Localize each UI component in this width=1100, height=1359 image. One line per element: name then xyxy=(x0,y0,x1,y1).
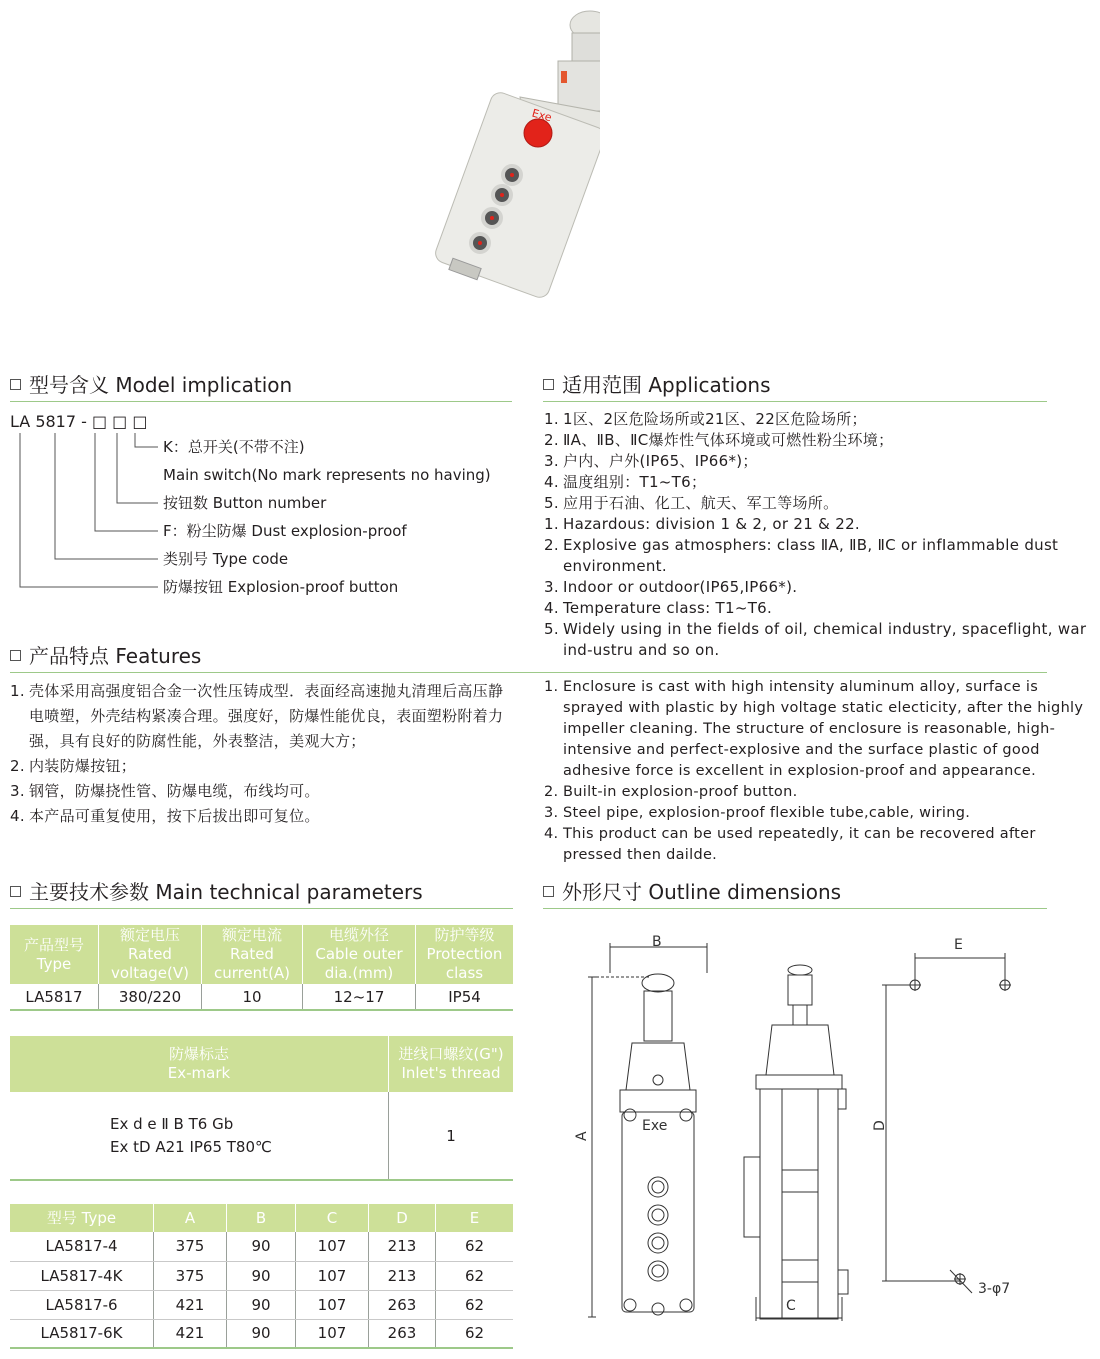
table-cell: 375 xyxy=(154,1232,227,1261)
table-cell: 90 xyxy=(227,1290,296,1319)
model-button-number: 按钮数 Button number xyxy=(163,494,327,512)
table-row xyxy=(10,1290,513,1319)
list-item: 4. 本产品可重复使用，按下后拔出即可复位。 xyxy=(10,807,320,825)
table-row xyxy=(10,1319,513,1348)
table-cell: 263 xyxy=(369,1290,436,1319)
table-cell: 90 xyxy=(227,1319,296,1348)
table-row xyxy=(10,984,513,1010)
square-bullet-icon xyxy=(543,379,554,390)
table-row xyxy=(10,1092,513,1180)
table-cell: 107 xyxy=(296,1261,369,1290)
table-cell: 263 xyxy=(369,1319,436,1348)
list-item: 3. 钢管，防爆挠性管、防爆电缆，布线均可。 xyxy=(10,782,320,800)
list-item: 3. Steel pipe, explosion-proof flexible tube,cable, wiring. xyxy=(544,805,971,821)
outline-drawing xyxy=(560,925,1080,1325)
table-row xyxy=(10,1232,513,1261)
table-cell: 107 xyxy=(296,1319,369,1348)
table-cell: LA5817-6K xyxy=(10,1319,154,1348)
table-cell: 12~17 xyxy=(303,984,416,1010)
header-exmark: 防爆标志 Ex-mark xyxy=(10,1036,389,1092)
table-header xyxy=(10,925,513,984)
table-cell: IP54 xyxy=(448,987,481,1006)
header-voltage: 额定电压 Rated voltage(V) xyxy=(99,925,202,984)
list-item: 1. 1区、2区危险场所或21区、22区危险场所； xyxy=(544,410,867,428)
list-item: 4. This product can be used repeatedly, it can be recovered after pressed then dailde. xyxy=(544,826,1036,863)
table-row xyxy=(10,1261,513,1290)
features-en-list xyxy=(544,677,1092,866)
model-k-cn: K：总开关(不带不注) xyxy=(163,438,305,456)
list-item: 1. Enclosure is cast with high intensity aluminum alloy, surface is sprayed with plastic by high voltage static electicity, after the highly impeller cleaning. The structure of enclosure is reasonable, high-intensive and perfect-explosive and the surface plastic of good adhesive force is excellent in explosion-proof and appearance. xyxy=(544,679,1084,779)
table-header xyxy=(10,1204,513,1232)
header-current: 额定电流 Rated current(A) xyxy=(202,925,303,984)
table-cell: 62 xyxy=(436,1290,514,1319)
list-item: 1. Hazardous: division 1 & 2, or 21 & 22. xyxy=(544,515,860,533)
list-item: 4. 温度组别：T1~T6； xyxy=(544,473,707,491)
table-cell: 421 xyxy=(154,1290,227,1319)
outline-title: 外形尺寸 Outline dimensions xyxy=(543,876,841,905)
applications-rule xyxy=(543,401,1047,402)
square-bullet-icon xyxy=(10,650,21,661)
header-a: A xyxy=(154,1204,227,1232)
table-cell: 375 xyxy=(154,1261,227,1290)
list-item: 2. Explosive gas atmosphers: class ⅡA, ⅡB, ⅡC or infIammable dust environment. xyxy=(544,536,1059,575)
table-cell: LA5817-6 xyxy=(10,1290,154,1319)
table-cell: LA5817-4K xyxy=(10,1261,154,1290)
model-explosion-button: 防爆按钮 Explosion-proof button xyxy=(163,578,399,596)
header-model: 型号 Type xyxy=(10,1204,154,1232)
header-e: E xyxy=(436,1204,514,1232)
dim-label-d: D xyxy=(872,1120,888,1131)
list-item: 2. Built-in explosion-proof button. xyxy=(544,784,798,800)
model-bracket-lines xyxy=(0,425,170,595)
model-title: 型号含义 Model implication xyxy=(10,369,292,398)
model-rule xyxy=(10,401,512,402)
product-label: Exe xyxy=(530,106,554,125)
params-title: 主要技术参数 Main technical parameters xyxy=(10,876,423,905)
features-rule xyxy=(10,672,1047,673)
table-cell: 62 xyxy=(436,1261,514,1290)
features-title: 产品特点 Features xyxy=(10,640,201,669)
params-table xyxy=(10,925,513,1011)
features-cn-list xyxy=(10,679,515,829)
exmark-cell: Ex d e Ⅱ B T6 Gb Ex tD A21 IP65 T80℃ xyxy=(10,1092,389,1180)
dim-label-exe: Exe xyxy=(642,1118,668,1134)
list-item: 2. ⅡA、ⅡB、ⅡC爆炸性气体环境或可燃性粉尘环境； xyxy=(544,431,894,449)
table-cell: 421 xyxy=(154,1319,227,1348)
table-cell: 62 xyxy=(436,1232,514,1261)
model-type-code: 类别号 Type code xyxy=(163,550,289,568)
outline-rule xyxy=(543,908,1047,909)
square-bullet-icon xyxy=(10,379,21,390)
model-code: LA 5817 - □ □ □ xyxy=(10,412,148,431)
list-item: 3. 户内、户外(IP65、IP66*)； xyxy=(544,452,758,470)
table-header xyxy=(10,1036,513,1092)
dim-label-c: C xyxy=(786,1298,796,1314)
list-item: 4. Temperature class: T1~T6. xyxy=(544,599,773,617)
list-item: 5. 应用于石油、化工、航天、军工等场所。 xyxy=(544,494,839,512)
dim-label-a: A xyxy=(574,1131,590,1141)
dim-label-holes: 3-φ7 xyxy=(978,1281,1011,1297)
product-illustration xyxy=(433,11,600,300)
table-cell: 90 xyxy=(227,1261,296,1290)
table-cell: 213 xyxy=(369,1232,436,1261)
table-cell: 90 xyxy=(227,1232,296,1261)
table-cell: 62 xyxy=(464,1324,485,1343)
table-cell: 380/220 xyxy=(99,984,202,1010)
applications-title: 适用范围 Applications xyxy=(543,369,771,398)
table-cell: 10 xyxy=(202,984,303,1010)
thread-cell: 1 xyxy=(446,1126,456,1145)
table-cell: 107 xyxy=(296,1290,369,1319)
header-c: C xyxy=(296,1204,369,1232)
header-b: B xyxy=(227,1204,296,1232)
product-photo xyxy=(430,5,600,305)
square-bullet-icon xyxy=(543,886,554,897)
exmark-table xyxy=(10,1036,513,1181)
table-cell: 213 xyxy=(369,1261,436,1290)
table-cell: LA5817 xyxy=(10,984,99,1010)
applications-list xyxy=(544,409,1094,661)
table-cell: 107 xyxy=(296,1232,369,1261)
header-type: 产品型号 Type xyxy=(10,925,99,984)
list-item: 5. Widely using in the fields of oil, chemical industry, spaceflight, war ind-ustru and so on. xyxy=(544,620,1087,659)
dim-label-b: B xyxy=(652,934,662,950)
header-protection: 防护等级 Protection class xyxy=(416,925,514,984)
header-d: D xyxy=(369,1204,436,1232)
table-cell: LA5817-4 xyxy=(10,1232,154,1261)
header-thread: 进线口螺纹(G") Inlet's thread xyxy=(389,1036,514,1092)
params-rule xyxy=(10,908,513,909)
model-k-en: Main switch(No mark represents no having) xyxy=(163,466,491,484)
square-bullet-icon xyxy=(10,886,21,897)
header-cable: 电缆外径 Cable outer dia.(mm) xyxy=(303,925,416,984)
model-dust: F：粉尘防爆 Dust explosion-proof xyxy=(163,522,407,540)
list-item: 2. 内装防爆按钮； xyxy=(10,757,137,775)
list-item: 1. 壳体采用高强度铝合金一次性压铸成型．表面经高速抛丸清理后高压静电喷塑，外壳结构紧凑合理。强度好，防爆性能优良，表面塑粉附着力强，具有良好的防腐性能，外表整洁，美观大方； xyxy=(10,682,504,750)
list-item: 3. Indoor or outdoor(IP65,IP66*). xyxy=(544,578,798,596)
dims-table xyxy=(10,1204,513,1349)
dim-label-e: E xyxy=(954,937,963,953)
